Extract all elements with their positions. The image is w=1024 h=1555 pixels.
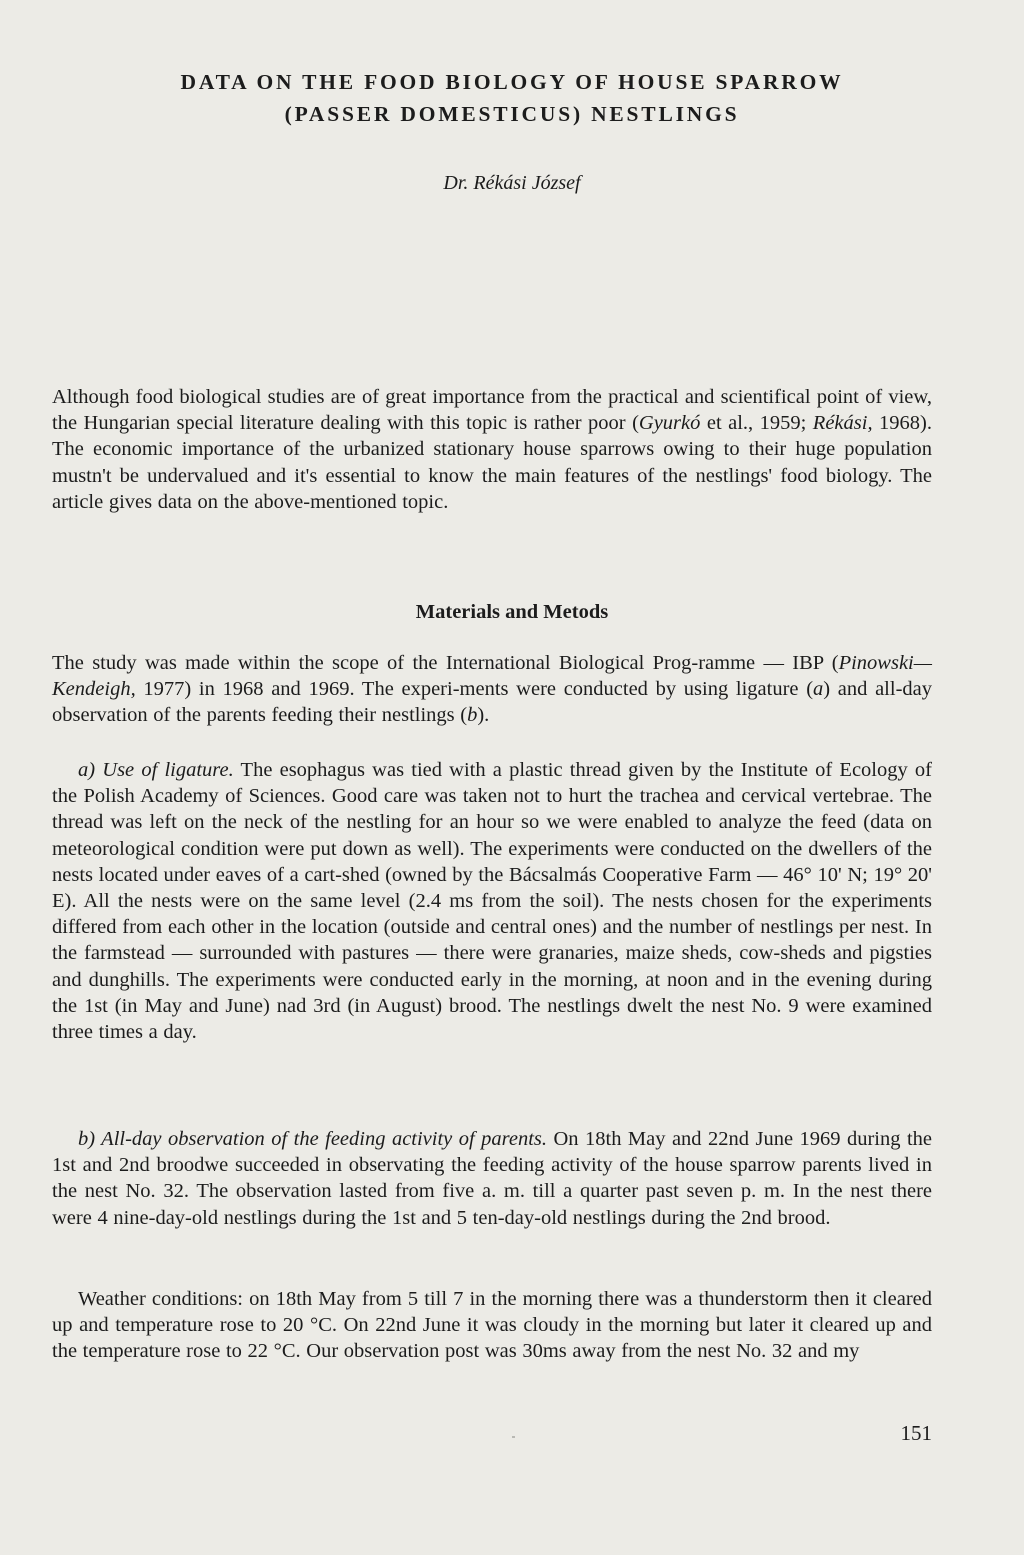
- abstract-citation-2: Rékási,: [812, 412, 873, 435]
- ligature-paragraph: [52, 757, 932, 1045]
- methods-text-3: ) and all-day observation of the parents feeding their nestlings (: [52, 678, 932, 727]
- section-heading-methods: Materials and Metods: [415, 601, 609, 623]
- methods-paragraph: [52, 650, 932, 729]
- methods-citation: Pinowski—Kendeigh,: [52, 652, 932, 701]
- abstract-citation-1: Gyurkó: [638, 412, 701, 435]
- author-name: Dr. Rékási József: [443, 172, 581, 194]
- observation-text: On 18th May and 22nd June 1969 during the 1st and 2nd broodwe succeeded in observating the feeding activity of the house sparrow parents lived in the nest No. 32. The observation lasted from five a. m. till a quarter past seven p. m. In the nest there were 4 nine-day-old nestlings during the 1st and 5 ten-day-old nestlings during the 2nd brood.: [52, 1128, 932, 1229]
- methods-text-4: ).: [477, 704, 490, 727]
- methods-text-1: The study was made within the scope of the International Biological Prog-ramme — IBP (: [52, 652, 839, 674]
- abstract-text-1: Although food biological studies are of great importance from the practical and scientifical point of view, the Hungarian special literature dealing with this topic is rather poor (: [52, 386, 932, 435]
- methods-text-2: 1977) in 1968 and 1969. The experi-ments were conducted by using ligature (: [135, 678, 814, 701]
- paper-title: [0, 66, 1024, 130]
- scan-speck: [512, 1436, 515, 1438]
- abstract-text-2: et al., 1959;: [700, 412, 813, 435]
- page-number: 151: [900, 1421, 932, 1445]
- methods-ref-a: a: [813, 678, 824, 701]
- weather-paragraph: Weather conditions: on 18th May from 5 till 7 in the morning there was a thunderstorm then it cleared up and temperature rose to 20 °C. On 22nd June it was cloudy in the morning but later it cleared up and the temperature rose to 22 °C. Our observation post was 30ms away from the nest No. 32 and my: [52, 1288, 932, 1363]
- abstract-text-3: 1968). The economic importance of the urbanized stationary house sparrows owing to their huge population mustn't be undervalued and it's essential to know the main features of the nestlings' food biology. The article gives data on the above-mentioned topic.: [52, 412, 932, 513]
- paper-title-line-1: DATA ON THE FOOD BIOLOGY OF HOUSE SPARROW: [180, 70, 844, 94]
- abstract-paragraph: [52, 384, 932, 515]
- observation-paragraph: [52, 1126, 932, 1231]
- ligature-text: The esophagus was tied with a plastic thread given by the Institute of Ecology of the Polish Academy of Sciences. Good care was taken not to hurt the trachea and cervical vertebrae. The thread was left on the neck of the nestling for an hour so we were enabled to analyze the feed (data on meteorological condition were put down as well). The experiments were conducted on the dwellers of the nests located under eaves of a cart-shed (owned by the Bácsalmás Cooperative Farm — 46° 10' N; 19° 20' E). All the nests were on the same level (2.4 ms from the soil). The nests chosen for the experiments differed from each other in the location (outside and central ones) and the number of nestlings per nest. In the farmstead — surrounded with pastures — there were granaries, maize sheds, cow-sheds and pigsties and dunghills. The experiments were conducted early in the morning, at noon and in the evening during the 1st (in May and June) nad 3rd (in August) brood. The nestlings dwelt the nest No. 9 were examined three times a day.: [52, 759, 933, 1044]
- methods-ref-b: b: [467, 704, 478, 727]
- ligature-heading: a) Use of ligature.: [78, 759, 234, 781]
- paper-title-line-2: (PASSER DOMESTICUS) NESTLINGS: [284, 102, 740, 126]
- observation-heading: b) All-day observation of the feeding activity of parents.: [78, 1128, 548, 1150]
